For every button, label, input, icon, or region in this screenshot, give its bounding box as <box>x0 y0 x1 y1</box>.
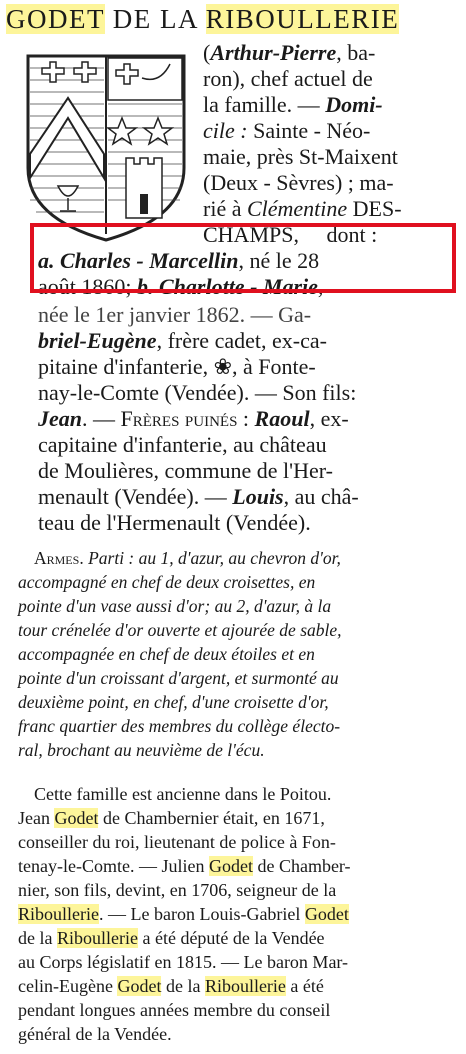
text-line: Jean. — Frères puinés : Raoul, ex- <box>38 406 349 431</box>
text-line: teau de l'Hermenault (Vendée). <box>38 510 311 535</box>
text-line: rié à Clémentine DES- <box>203 196 402 221</box>
text-line: briel-Eugène, frère cadet, ex-ca- <box>38 328 327 353</box>
arms-line: accompagné en chef de deux croisettes, en <box>18 572 316 592</box>
entry-title <box>6 4 399 35</box>
text-line: maie, près St-Maixent <box>203 144 398 169</box>
history-line: au Corps législatif en 1815. — Le baron Mar- <box>18 952 349 972</box>
text-line: capitaine d'infanterie, au château <box>38 432 327 457</box>
history-line: pendant longues années membre du conseil <box>18 1000 331 1020</box>
text-line: CHAMPS, dont : <box>203 222 378 247</box>
history-line: nier, son fils, devint, en 1706, seigneur de la <box>18 880 337 900</box>
text-line: (Arthur-Pierre, ba- <box>203 40 376 65</box>
history-line: celin-Eugène Godet de la Riboullerie a été <box>18 976 324 996</box>
arms-line: ral, brochant au neuvième de l'écu. <box>18 740 265 760</box>
history-line: général de la Vendée. <box>18 1024 172 1044</box>
arms-line: tour crénelée d'or ouverte et ajourée de sable, <box>18 620 342 640</box>
text-line: pitaine d'infanterie, ❀, à Fonte- <box>38 354 316 379</box>
title-middle: DE LA <box>104 4 206 34</box>
title-highlight-godet: GODET <box>6 4 105 34</box>
text-line: (Deux - Sèvres) ; ma- <box>203 170 394 195</box>
coat-of-arms-icon <box>22 48 190 244</box>
title-highlight-riboullerie: RIBOULLERIE <box>205 4 400 34</box>
text-line: de Moulières, commune de l'Her- <box>38 458 333 483</box>
history-line: tenay-le-Comte. — Julien Godet de Chamber- <box>18 856 351 876</box>
history-line: Jean Godet de Chambernier était, en 1671, <box>18 808 325 828</box>
boxed-line: août 1860; b. Charlotte - Marie, <box>38 274 324 299</box>
history-line: Riboullerie. — Le baron Louis-Gabriel Godet <box>18 904 349 924</box>
arms-line: franc quartier des membres du collège électo- <box>18 716 341 736</box>
text-line: menault (Vendée). — Louis, au châ- <box>38 484 359 509</box>
text-line: ron), chef actuel de <box>203 66 373 91</box>
arms-line: pointe d'un vase aussi d'or; au 2, d'azur, à la <box>18 596 332 616</box>
arms-line: Armes. Parti : au 1, d'azur, au chevron d'or, <box>34 548 341 568</box>
arms-line: pointe d'un croissant d'argent, et surmonté au <box>18 668 339 688</box>
arms-line: accompagnée en chef de deux étoiles et en <box>18 644 315 664</box>
boxed-line: a. Charles - Marcellin, né le 28 <box>38 248 320 273</box>
text-line: née le 1er janvier 1862. — Ga- <box>38 302 312 327</box>
text-line: cile : Sainte - Néo- <box>203 118 371 143</box>
text-line: nay-le-Comte (Vendée). — Son fils: <box>38 380 357 405</box>
text-line: la famille. — Domi- <box>203 92 383 117</box>
history-line: Cette famille est ancienne dans le Poitou. <box>34 784 332 804</box>
arms-line: deuxième point, en chef, d'une croisette d'or, <box>18 692 329 712</box>
selection-box <box>30 223 456 293</box>
history-line: de la Riboullerie a été député de la Vendée <box>18 928 325 948</box>
history-line: conseiller du roi, lieutenant de police à Fon- <box>18 832 336 852</box>
